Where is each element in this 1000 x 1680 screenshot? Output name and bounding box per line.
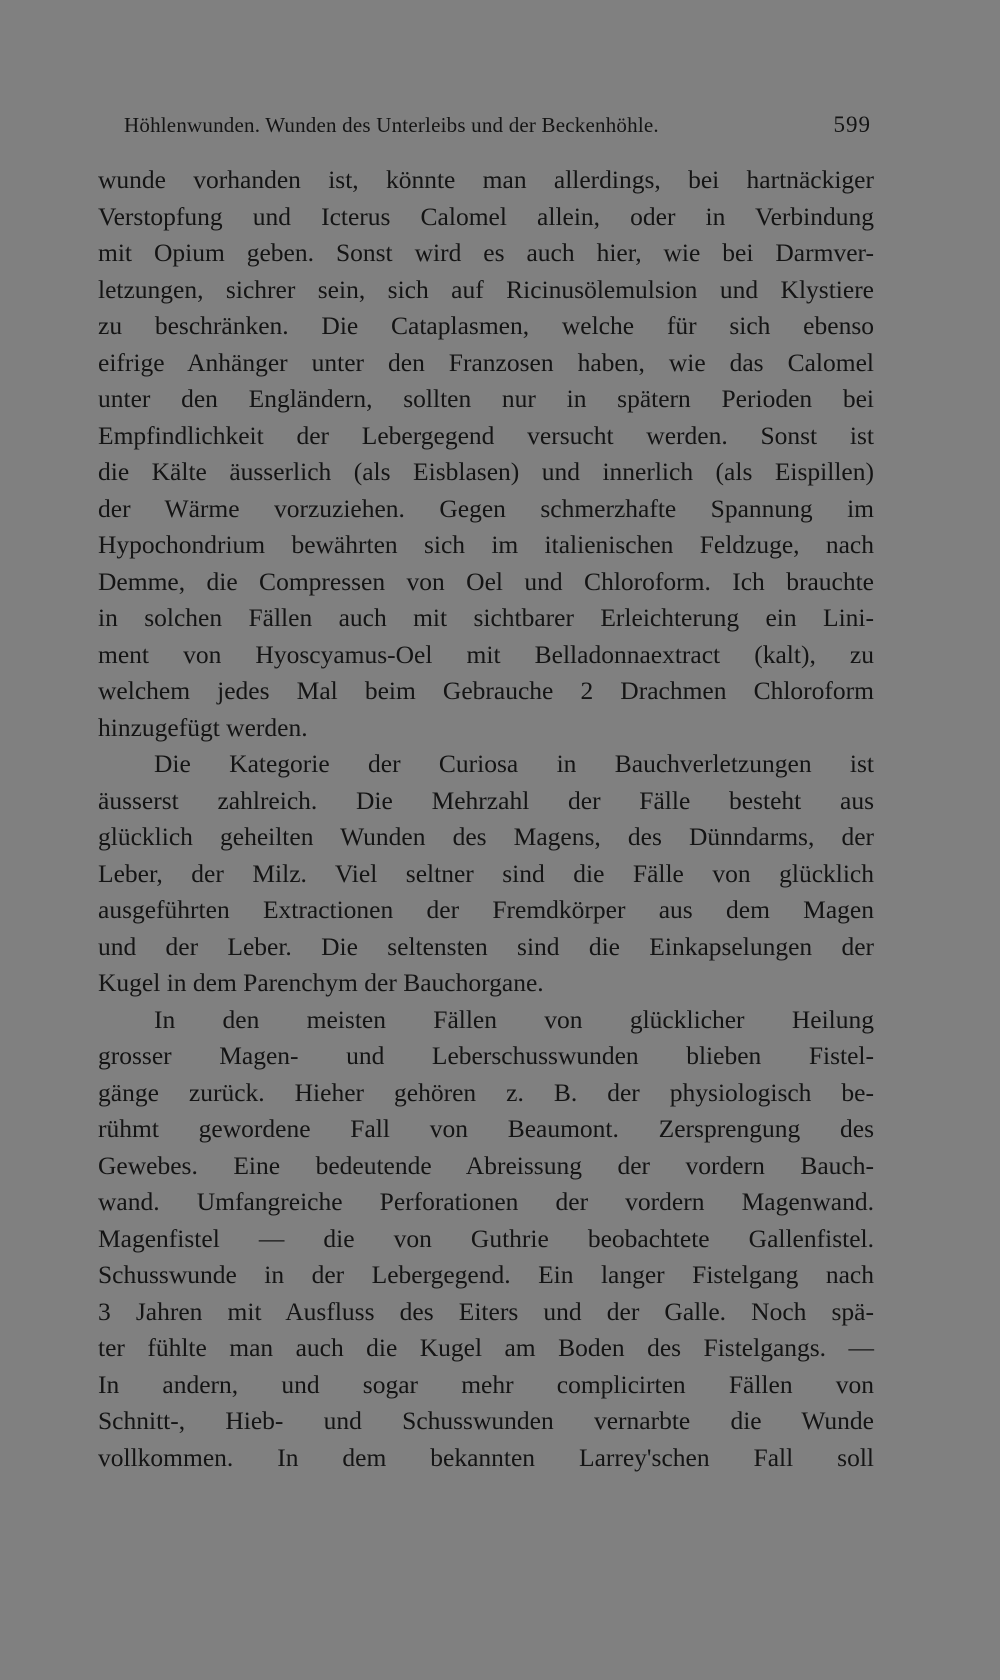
text-line: unter den Engländern, sollten nur in spätern Perioden bei: [98, 384, 874, 413]
text-line: Schnitt-, Hieb- und Schusswunden vernarbte die Wunde: [98, 1406, 874, 1435]
text-line: mit Opium geben. Sonst wird es auch hier, wie bei Darmver-: [98, 238, 874, 267]
running-header: [124, 110, 871, 140]
text-line: Magenfistel — die von Guthrie beobachtete Gallenfistel.: [98, 1223, 874, 1253]
text-line: wunde vorhanden ist, könnte man allerdings, bei hartnäckiger: [98, 165, 874, 194]
text-line: Leber, der Milz. Viel seltner sind die Fälle von glücklich: [98, 858, 874, 888]
text-line: die Kälte äusserlich (als Eisblasen) und innerlich (als Eispillen): [98, 457, 874, 486]
text-line: Gewebes. Eine bedeutende Abreissung der vordern Bauch-: [98, 1150, 874, 1180]
text-line: Empfindlichkeit der Lebergegend versucht werden. Sonst ist: [98, 420, 874, 450]
text-line: vollkommen. In dem bekannten Larrey'schen Fall soll: [98, 1442, 874, 1472]
page-number: 599: [833, 112, 871, 137]
text-line: hinzugefügt werden.: [98, 712, 308, 742]
text-line: zu beschränken. Die Cataplasmen, welche für sich ebenso: [98, 311, 874, 340]
text-line: ter fühlte man auch die Kugel am Boden des Fistelgangs. —: [98, 1333, 874, 1362]
text-line: In andern, und sogar mehr complicirten Fällen von: [98, 1369, 874, 1399]
text-line: gänge zurück. Hieher gehören z. B. der physiologisch be-: [98, 1077, 874, 1107]
text-line: in solchen Fällen auch mit sichtbarer Erleichterung ein Lini-: [98, 603, 874, 632]
text-line: äusserst zahlreich. Die Mehrzahl der Fälle besteht aus: [98, 785, 874, 815]
running-title: Höhlenwunden. Wunden des Unterleibs und der Beckenhöhle.: [124, 113, 659, 137]
text-line: Demme, die Compressen von Oel und Chloroform. Ich brauchte: [98, 566, 874, 596]
text-line: ment von Hyoscyamus-Oel mit Belladonnaextract (kalt), zu: [98, 639, 874, 669]
paragraph: [98, 162, 874, 746]
paragraph: [98, 1002, 874, 1477]
text-line: Kugel in dem Parenchym der Bauchorgane.: [98, 968, 544, 997]
text-line: glücklich geheilten Wunden des Magens, des Dünndarms, der: [98, 822, 874, 851]
text-line: 3 Jahren mit Ausfluss des Eiters und der Galle. Noch spä-: [98, 1296, 874, 1326]
paragraph: [98, 746, 874, 1002]
text-line: der Wärme vorzuziehen. Gegen schmerzhafte Spannung im: [98, 493, 874, 523]
text-line: ausgeführten Extractionen der Fremdkörper aus dem Magen: [98, 895, 874, 924]
text-line: rühmt gewordene Fall von Beaumont. Zersprengung des: [98, 1114, 874, 1143]
text-line: und der Leber. Die seltensten sind die Einkapselungen der: [98, 931, 874, 961]
text-line: In den meisten Fällen von glücklicher Heilung: [154, 1004, 874, 1034]
text-line: eifrige Anhänger unter den Franzosen haben, wie das Calomel: [98, 347, 874, 377]
text-line: grosser Magen- und Leberschusswunden blieben Fistel-: [98, 1041, 874, 1070]
text-line: Verstopfung und Icterus Calomel allein, oder in Verbindung: [98, 201, 874, 231]
text-line: welchem jedes Mal beim Gebrauche 2 Drachmen Chloroform: [98, 676, 874, 705]
text-line: letzungen, sichrer sein, sich auf Ricinusölemulsion und Klystiere: [98, 274, 874, 304]
text-line: Schusswunde in der Lebergegend. Ein langer Fistelgang nach: [98, 1260, 874, 1289]
text-line: Hypochondrium bewährten sich im italienischen Feldzuge, nach: [98, 530, 874, 559]
body-text: [98, 162, 874, 1476]
text-line: Die Kategorie der Curiosa in Bauchverletzungen ist: [154, 749, 874, 778]
text-line: wand. Umfangreiche Perforationen der vordern Magenwand.: [98, 1187, 874, 1216]
